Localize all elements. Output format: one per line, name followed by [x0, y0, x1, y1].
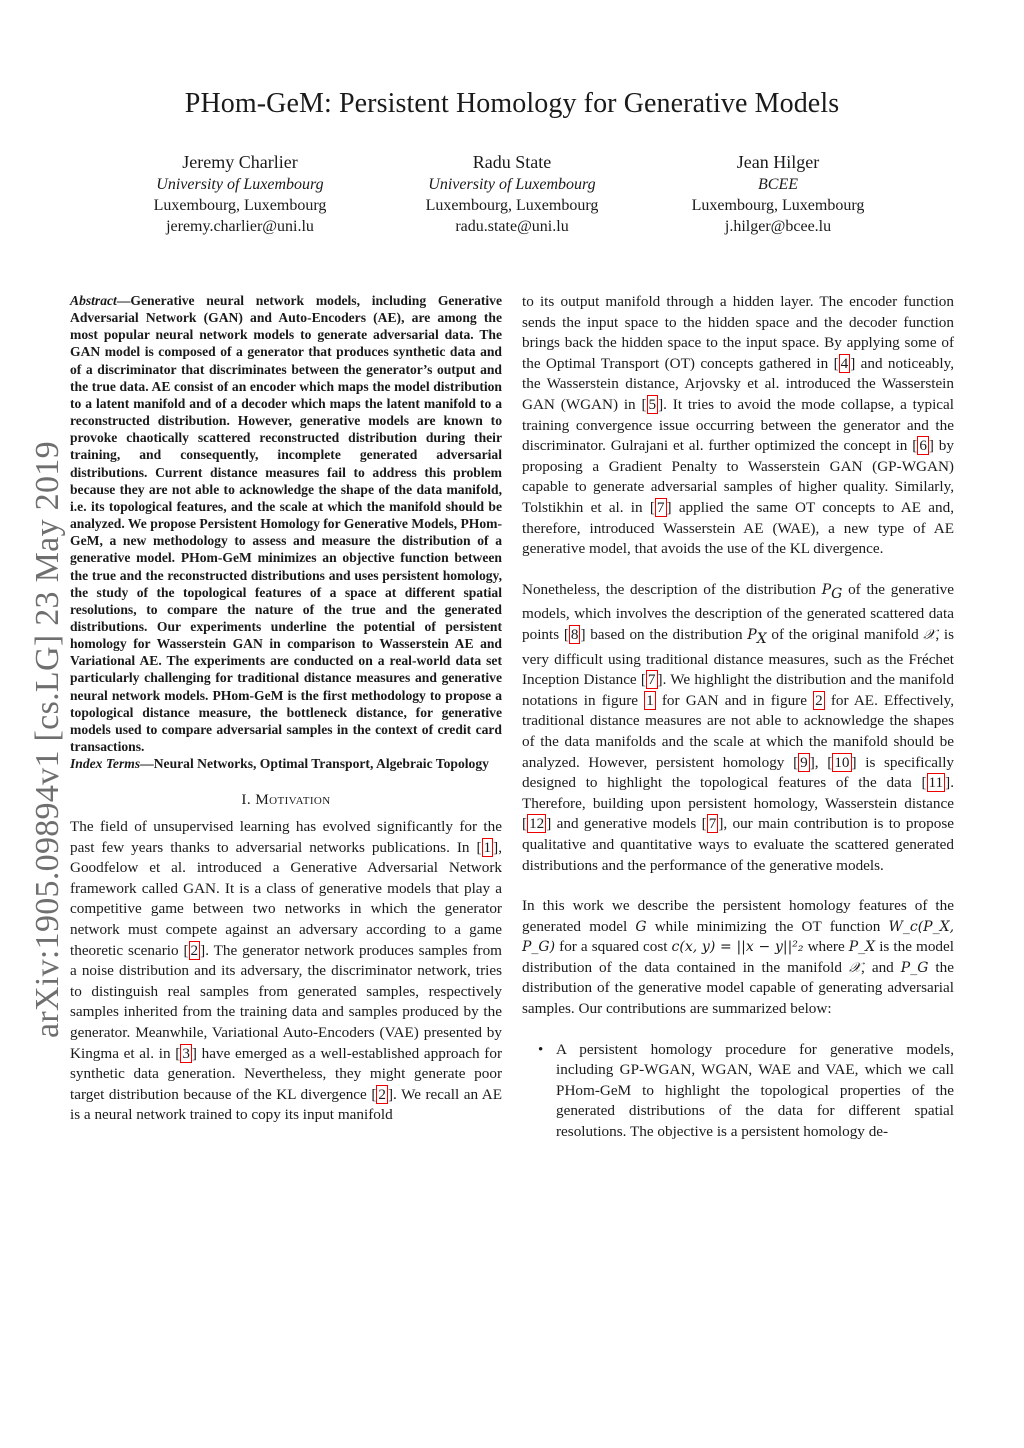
- text-run: for a squared cost: [555, 938, 672, 956]
- math-symbol: P_X: [848, 939, 876, 956]
- left-column: [70, 292, 502, 1126]
- text-run: where: [803, 938, 849, 956]
- text-run: . It tries to avoid the mode collapse, a typical training convergence issue occurring between the generator and the discriminator. Gulrajani et al. further optimized the concept in: [522, 395, 954, 455]
- text-run: , and: [861, 958, 901, 976]
- citation-link[interactable]: 4: [840, 354, 849, 372]
- body-paragraph: to its output manifold through a hidden layer. The encoder function sends the input space to the hidden space and the decoder function brings back the hidden space to the input space. By applying some of the Optimal Transport (OT) concepts gathered in [ 4 ] and noticeably, the Wasserstein distance, Arjovsky et al. introduced the Wasserstein GAN (WGAN) in [ 5 ]. It tries to avoid the mode collapse, a typical training convergence issue occurring between the generator and the discriminator. Gulrajani et al. further optimized the concept in [ 6 ] by proposing a Gradient Penalty to Wasserstein GAN (GP-WGAN) capable to generate adversarial samples of higher quality. Similarly, Tolstikhin et al. in [ 7 ] applied the same OT concepts to AE and, therefore, introduced Wasserstein AE (WAE), a new type of AE generative model, that avoids the use of the KL divergence.: [522, 293, 955, 558]
- text-run: In this work we describe the persistent homology features of the generated model: [522, 897, 954, 935]
- author-block: [100, 150, 380, 237]
- body-paragraph: Nonetheless, the description of the distribution $P_G$ of the generative models, which involves the description of the generated scattered data points [ 8 ] based on the distribution $P_X$ of the original manifold 𝒳, is very difficult using traditional distance measures, such as the Fréchet Inception Distance [ 7 ]. We highlight the distribution and the manifold notations in figure 1 for GAN and in figure 2 for AE. Effectively, traditional distance measures are not able to acknowledge the shapes of the data manifolds and the scale at which the manifold should be analyzed. However, persistent homology [ 9 ], [ 10 ] is specifically designed to highlight the topological features of the data [ 11 ]. Therefore, building upon persistent homology, Wasserstein distance [ 12 ] and generative models [ 7 ], our main contribution is to propose qualitative and quantitative ways to evaluate the scattered generated distributions and the performance of the generative models.: [522, 580, 955, 874]
- author-name: Jeremy Charlier: [182, 152, 298, 172]
- text-run: , Goodfelow et al. introduced a Generative Adversarial Network framework called GAN. It is a class of generative models that play a competitive game between two networks in which the generator network must compete against an adversary according to a game theoretic scenario: [70, 838, 502, 959]
- author-email[interactable]: j.hilger@bcee.lu: [724, 218, 832, 235]
- index-terms: [70, 755, 502, 772]
- right-column: [522, 292, 954, 1143]
- contribution-list: [522, 1040, 954, 1143]
- math-expression: W_c(P_X, P_G): [522, 918, 955, 956]
- author-block: [372, 150, 652, 237]
- author-block: [638, 150, 918, 237]
- math-symbol: G: [635, 918, 647, 935]
- citation-link[interactable]: 3: [182, 1044, 190, 1062]
- text-run: while minimizing the OT function: [646, 917, 889, 935]
- citation-link[interactable]: 6: [919, 437, 927, 455]
- author-location: Luxembourg, Luxembourg: [691, 197, 865, 214]
- index-terms-label: Index Terms: [70, 756, 141, 772]
- section-heading: [70, 790, 502, 811]
- list-item-text: A persistent homology procedure for generative models, including GP-WGAN, WGAN, WAE and VAE, which we call PHom-GeM to highlight the topological properties of the generated distributions of the data for different spatial resolutions. The objective is a persistent homology de-: [556, 1040, 954, 1141]
- citation-link[interactable]: 9: [800, 753, 808, 771]
- author-name: Radu State: [472, 152, 552, 172]
- math-symbol: 𝒳: [848, 959, 862, 976]
- citation-link[interactable]: 7: [656, 498, 665, 516]
- text-run: is specifically designed to highlight the topological features of the data: [522, 753, 955, 792]
- text-run: Nonetheless, the description of the distribution: [522, 580, 822, 598]
- text-run: , is very difficult using traditional distance measures, such as the Fréchet Inception Distance: [522, 625, 954, 689]
- body-paragraph: The field of unsupervised learning has evolved significantly for the past few years thanks to adversarial networks publications. In [ 1 ], Goodfelow et al. introduced a Generative Adversarial Network framework called GAN. It is a class of generative models that play a competitive game between two networks in which the generator network must compete against an adversary according to a game theoretic scenario [ 2 ]. The generator network produces samples from a noise distribution and its adversary, the discriminator network, tries to distinguish real samples from generated samples, respectively samples inherited from the training data and samples produced by the generator. Meanwhile, Variational Auto-Encoders (VAE) presented by Kingma et al. in [ 3 ] have emerged as a well-established approach for synthetic data generation. Nevertheless, they might generate poor target distribution because of the KL divergence [ 2 ]. We recall an AE is a neural network trained to copy its input manifold: [70, 817, 503, 1124]
- math-symbol: P_G: [900, 959, 929, 976]
- text-run: applied the same OT concepts to AE and, therefore, introduced Wasserstein AE (WAE), a new type of AE generative model, that avoids the use of the KL divergence.: [522, 498, 954, 558]
- author-location: Luxembourg, Luxembourg: [153, 197, 327, 214]
- citation-link[interactable]: 2: [190, 941, 199, 959]
- author-name: Jean Hilger: [736, 152, 820, 172]
- text-run: ,: [814, 753, 828, 771]
- author-location: Luxembourg, Luxembourg: [425, 197, 599, 214]
- text-run: . We highlight the distribution and the manifold notations in figure: [522, 671, 954, 709]
- citation-link[interactable]: 7: [647, 671, 656, 689]
- citation-link[interactable]: 2: [378, 1085, 386, 1103]
- figure-link[interactable]: 1: [646, 691, 654, 709]
- citation-link[interactable]: 10: [834, 753, 850, 771]
- section-title: Motivation: [255, 791, 331, 809]
- citation-link[interactable]: 11: [928, 774, 944, 792]
- author-email[interactable]: jeremy.charlier@uni.lu: [166, 218, 314, 235]
- author-affiliation: University of Luxembourg: [156, 176, 324, 193]
- text-run: , our main contribution is to propose qualitative and quantitative ways to evaluate the scattered generated distributions and the performance of the generative models.: [522, 815, 954, 874]
- math-symbol: P: [747, 626, 757, 643]
- math-expression: c(x, y) = ||x − y||²₂: [671, 939, 804, 956]
- text-run: of the generative models, which involves the description of the generated scattered data points: [522, 580, 954, 643]
- text-run: and generative models: [551, 815, 702, 833]
- body-paragraph: [522, 896, 954, 1020]
- math-subscript: G: [831, 585, 843, 602]
- figure-link[interactable]: 2: [815, 691, 823, 709]
- text-run: for GAN and in figure: [655, 691, 814, 709]
- abstract-label: Abstract: [70, 293, 117, 308]
- text-run: have emerged as a well-established approach for synthetic data generation. Nevertheless, they might generate poor target distribution because of the KL divergence: [70, 1044, 502, 1103]
- text-run: of the original manifold: [766, 625, 924, 643]
- author-affiliation: University of Luxembourg: [428, 176, 596, 193]
- math-subscript: X: [756, 630, 767, 647]
- section-number: I.: [241, 791, 256, 809]
- text-run: by proposing a Gradient Penalty to Wasserstein GAN (GP-WGAN) capable to generate adversarial samples of higher quality. Similarly, Tolstikhin et al. in: [522, 437, 954, 516]
- citation-link[interactable]: 8: [570, 625, 579, 643]
- author-email[interactable]: radu.state@uni.lu: [455, 218, 569, 235]
- author-affiliation: BCEE: [758, 176, 798, 193]
- citation-link[interactable]: 5: [648, 395, 657, 413]
- text-run: based on the distribution: [585, 625, 748, 643]
- paper-title: PHom-GeM: Persistent Homology for Generative Models: [184, 88, 840, 119]
- abstract-text: —Generative neural network models, including Generative Adversarial Network (GAN) and Auto-Encoders (AE), are among the most popular neural network models to generate adversarial data. The GAN model is composed of a generator that produces synthetic data and of a discriminator that discriminates between the generator’s output and the true data. AE consist of an encoder which maps the model distribution to a latent manifold and of a decoder which maps the latent manifold to a reconstructed distribution. However, generative models are known to provoke chaotically scattered reconstructed distribution during their training, and consequently, incomplete generated adversarial distributions. Current distance measures fail to address this problem because they are not able to acknowledge the shape of the data manifold, i.e. its topological features, and the scale at which the manifold should be analyzed. We propose Persistent Homology for Generative Models, PHom-GeM, a new methodology to assess and measure the distribution of a generative model. PHom-GeM minimizes an objective function between the true and the reconstructed distributions and uses persistent homology, the study of the topological features of a space at different spatial resolutions, to compare the nature of the true and the generated distributions. Our experiments underline the potential of persistent homology for Wasserstein GAN in comparison to Wasserstein AE and Variational AE. The experiments are conducted on a real-world data set particularly challenging for traditional distance measures and generative neural network models. PHom-GeM is the first methodology to propose a topological distance measure, the bottleneck distance, for generative models used to compare adversarial samples in the context of credit card transactions.: [70, 293, 502, 755]
- text-run: is the model distribution of the data contained in the manifold: [522, 938, 954, 976]
- text-run: . Therefore, building upon persistent homology, Wasserstein distance: [522, 774, 954, 812]
- text-run: . We recall an AE is a neural network trained to copy its input manifold: [70, 1085, 503, 1124]
- math-symbol: P: [821, 581, 832, 598]
- math-symbol: 𝒳: [923, 626, 936, 643]
- text-run: the distribution of the generative model capable of generating adversarial samples. Our contributions are summarized below:: [522, 958, 954, 1018]
- index-terms-text: —Neural Networks, Optimal Transport, Algebraic Topology: [140, 756, 489, 772]
- text-run: for AE. Effectively, traditional distance measures are not able to acknowledge the shapes of the data manifolds and the scale at which the manifold should be analyzed. However, persistent homology: [522, 691, 954, 771]
- text-run: . The generator network produces samples from a noise distribution and its adversary, the discriminator network, tries to distinguish real samples from generated samples, respectively samples inherited from the training data and samples produced by the generator. Meanwhile, Variational Auto-Encoders (VAE) presented by Kingma et al. in: [70, 941, 502, 1062]
- citation-link[interactable]: 12: [529, 815, 545, 833]
- citation-link[interactable]: 7: [708, 815, 717, 833]
- text-run: and noticeably, the Wasserstein distance, Arjovsky et al. introduced the Wasserstein GAN (WGAN) in: [522, 354, 955, 413]
- text-run: to its output manifold through a hidden layer. The encoder function sends the input space to the hidden space and the decoder function brings back the hidden space to the input space. By applying some of the Optimal Transport (OT) concepts gathered in: [522, 293, 954, 372]
- bullet-icon: •: [538, 1041, 544, 1058]
- text-run: The field of unsupervised learning has evolved significantly for the past few years thanks to adversarial networks publications. In: [70, 817, 502, 856]
- abstract: [70, 292, 502, 755]
- arxiv-stamp[interactable]: arXiv:1905.09894v1 [cs.LG] 23 May 2019: [29, 441, 66, 1038]
- list-item: [538, 1040, 954, 1143]
- citation-link[interactable]: 1: [483, 838, 492, 856]
